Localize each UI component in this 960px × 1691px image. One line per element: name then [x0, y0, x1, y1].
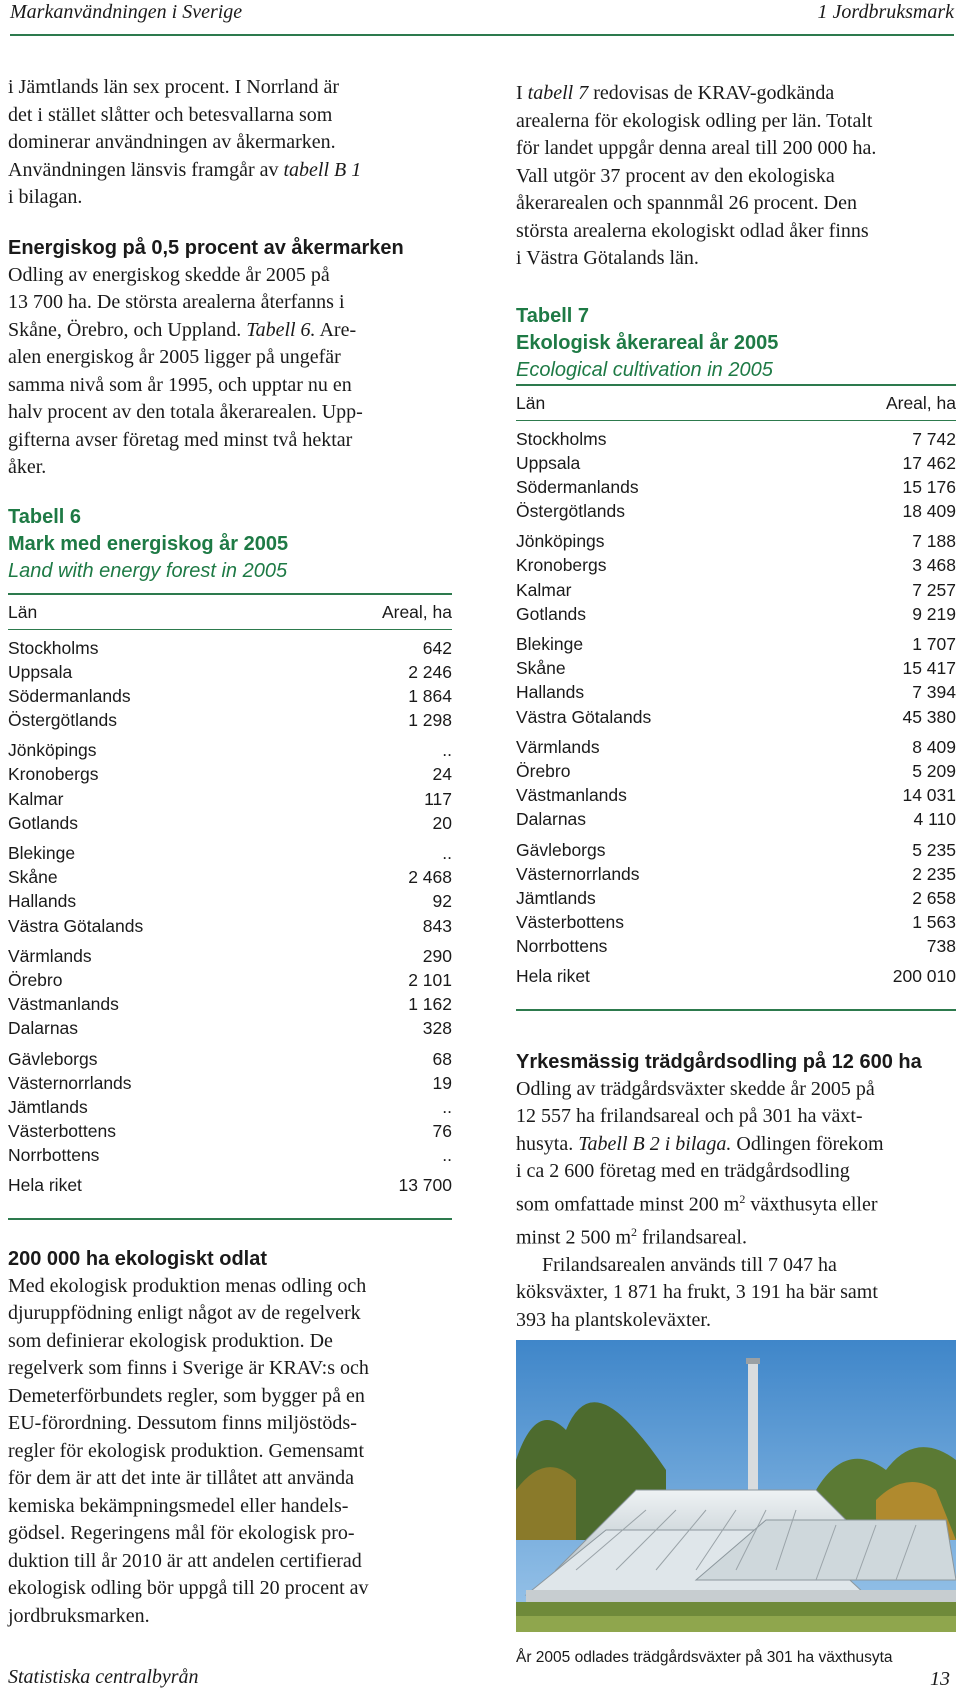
header-rule [10, 34, 954, 36]
table-row [8, 1119, 452, 1143]
table-row [8, 914, 452, 938]
row-area: 18 409 [902, 501, 956, 522]
table6-subtitle: Land with energy forest in 2005 [8, 559, 288, 582]
total-value: 200 010 [892, 966, 956, 987]
row-region: Jämtlands [516, 887, 596, 908]
table-bottom-rule [8, 1218, 452, 1220]
row-region: Västmanlands [516, 785, 627, 806]
table-row [8, 841, 452, 865]
row-region: Stockholms [516, 428, 607, 449]
row-area: 5 235 [912, 839, 956, 860]
row-area: .. [442, 1096, 452, 1117]
row-region: Gotlands [516, 603, 587, 624]
table-row [8, 738, 452, 762]
row-area: 328 [422, 1018, 452, 1039]
table-b1-reference: tabell B 1 [283, 158, 362, 181]
row-region: Kalmar [516, 579, 572, 600]
table-row [8, 636, 452, 660]
table-row [516, 759, 956, 783]
table-row [516, 578, 956, 602]
right-column [516, 80, 956, 1334]
table-row [8, 1047, 452, 1071]
total-label: Hela riket [8, 1175, 82, 1196]
row-region: Västerbottens [8, 1121, 116, 1142]
row-region: Kronobergs [8, 764, 99, 785]
total-label: Hela riket [516, 966, 590, 987]
table-row [8, 968, 452, 992]
table-header-row [516, 386, 956, 420]
row-area: 7 257 [912, 579, 956, 600]
row-region: Hallands [516, 682, 585, 703]
row-region: Kronobergs [516, 555, 607, 576]
table-row [516, 735, 956, 759]
row-area: 1 162 [408, 994, 452, 1015]
row-region: Jämtlands [8, 1096, 88, 1117]
organic-heading: 200 000 ha ekologiskt odlat [8, 1247, 267, 1270]
table6-caption [8, 504, 452, 585]
energy-heading: Energiskog på 0,5 procent av åkermarken [8, 236, 404, 259]
row-region: Dalarnas [516, 809, 587, 830]
energy-paragraph: Odling av energiskog skedde år 2005 på 13 700 ha. De största arealerna återfanns i Skåne, Örebro, och Uppland. Tabell 6. Are- alen energiskog år 2005 ligger på ungefär samma nivå som år 1995, och upptar nu en halv procent av den totala åkerarealen. Upp- gifterna avser företag med minst två hektar åker. [8, 263, 363, 478]
row-region: Östergötlands [8, 710, 117, 731]
table6-reference: Tabell 6. [246, 318, 316, 341]
table-row [8, 1143, 452, 1167]
row-area: 7 742 [912, 428, 956, 449]
table6-title: Mark med energiskog år 2005 [8, 532, 289, 555]
table-row [8, 1095, 452, 1119]
table-row [516, 632, 956, 656]
table-row [8, 944, 452, 968]
row-area: 843 [422, 915, 452, 936]
column-header-area: Areal, ha [885, 392, 956, 413]
row-region: Gävleborgs [516, 839, 606, 860]
row-region: Gävleborgs [8, 1048, 98, 1069]
table-row [516, 553, 956, 577]
table-row [8, 889, 452, 913]
row-region: Skåne [8, 867, 58, 888]
row-area: 76 [432, 1121, 452, 1142]
row-area: 738 [926, 936, 956, 957]
row-area: 642 [422, 637, 452, 658]
table-row [8, 865, 452, 889]
row-region: Norrbottens [8, 1145, 100, 1166]
row-region: Kalmar [8, 788, 64, 809]
table-header-row [8, 595, 452, 629]
table-row [8, 660, 452, 684]
table-row [8, 992, 452, 1016]
row-area: 3 468 [912, 555, 956, 576]
table-row [8, 762, 452, 786]
row-area: 1 563 [912, 912, 956, 933]
row-region: Västra Götalands [8, 915, 144, 936]
table-row [516, 475, 956, 499]
row-area: 8 409 [912, 736, 956, 757]
row-area: 24 [432, 764, 452, 785]
row-region: Västernorrlands [516, 863, 640, 884]
footer-publisher: Statistiska centralbyrån [8, 1666, 199, 1688]
photo-caption: År 2005 odlades trädgårdsväxter på 301 ha växthusyta [516, 1649, 893, 1666]
row-area: 2 246 [408, 661, 452, 682]
ecology-intro-paragraph: I tabell 7 redovisas de KRAV-godkända arealerna för ekologisk odling per län. Totalt för landet uppgår denna areal till 200 000 ha. Vall utgör 37 procent av den ekologiska åkerarealen och spannmål 26 procent. Den största arealerna ekologiskt odlad åker finns i Västra Götalands län. [516, 82, 877, 269]
row-region: Skåne [516, 658, 566, 679]
row-region: Blekinge [8, 843, 76, 863]
row-area: 15 417 [902, 658, 956, 679]
row-region: Norrbottens [516, 936, 608, 957]
table7-subtitle: Ecological cultivation in 2005 [516, 358, 773, 381]
column-header-region: Län [8, 601, 38, 622]
row-region: Jönköpings [516, 531, 605, 552]
column-header-region: Län [516, 392, 546, 413]
table-b2-reference: Tabell B 2 i bilaga. [578, 1132, 732, 1155]
table-row [516, 862, 956, 886]
table7 [516, 384, 956, 1011]
row-region: Västerbottens [516, 912, 624, 933]
row-area: .. [442, 1145, 452, 1166]
table-row [8, 1016, 452, 1040]
row-region: Värmlands [516, 736, 600, 757]
table6 [8, 593, 452, 1220]
row-region: Östergötlands [516, 501, 625, 522]
table-row [516, 910, 956, 934]
row-region: Uppsala [516, 452, 581, 473]
row-region: Västernorrlands [8, 1072, 132, 1093]
table-total-row [516, 964, 956, 988]
row-region: Hallands [8, 891, 77, 912]
row-region: Gotlands [8, 812, 79, 833]
row-area: 92 [432, 891, 452, 912]
row-area: 68 [432, 1048, 452, 1069]
table-row [516, 886, 956, 910]
total-value: 13 700 [398, 1175, 452, 1196]
table-row [516, 451, 956, 475]
row-area: 2 468 [408, 867, 452, 888]
row-area: 1 707 [912, 634, 956, 654]
page-header [10, 0, 954, 32]
row-region: Södermanlands [8, 685, 131, 706]
intro-paragraph: i Jämtlands län sex procent. I Norrland är det i stället slåtter och betesvallarna som dominerar användningen av åkermarken. Användningen länsvis framgår av tabell B 1 i bilagan. [8, 76, 362, 208]
row-area: 19 [432, 1072, 452, 1093]
table-row [516, 934, 956, 958]
row-area: 20 [432, 812, 452, 833]
row-region: Jönköpings [8, 740, 97, 761]
table-row [8, 708, 452, 732]
row-area: 15 176 [902, 476, 956, 497]
row-area: .. [442, 843, 452, 863]
table-row [516, 656, 956, 680]
garden-heading: Yrkesmässig trädgårdsodling på 12 600 ha [516, 1050, 922, 1073]
garden-paragraph-2: Frilandsarealen används till 7 047 ha köksväxter, 1 871 ha frukt, 3 191 ha bär samt 393 ha plantskoleväxter. [516, 1253, 878, 1331]
row-region: Västra Götalands [516, 706, 652, 727]
row-area: 9 219 [912, 603, 956, 624]
row-area: 17 462 [902, 452, 956, 473]
row-area: 5 209 [912, 760, 956, 781]
table-row [8, 684, 452, 708]
table-row [516, 529, 956, 553]
header-chapter-title: 1 Jordbruksmark [817, 1, 954, 23]
row-region: Dalarnas [8, 1018, 79, 1039]
row-area: 7 188 [912, 531, 956, 552]
header-section-title: Markanvändningen i Sverige [10, 1, 243, 23]
row-region: Örebro [8, 969, 63, 990]
table-row [516, 838, 956, 862]
row-region: Värmlands [8, 945, 92, 966]
table-row [8, 787, 452, 811]
row-area: 4 110 [913, 809, 956, 830]
garden-paragraph: Odling av trädgårdsväxter skedde år 2005 på 12 557 ha frilandsareal och på 301 ha växt- husyta. Tabell B 2 i bilaga. Odlingen förekom i ca 2 600 företag med en trädgårdsodling som omfattade minst 200 $m^2$ växthusyta eller minst 2 500 $m^2$ frilandsareal. [516, 1077, 884, 1249]
row-region: Blekinge [516, 634, 584, 654]
page-number: 13 [930, 1668, 950, 1690]
row-area: 2 658 [912, 887, 956, 908]
column-header-area: Areal, ha [381, 601, 452, 622]
organic-paragraph: Med ekologisk produktion menas odling och djuruppfödning enligt något av de regelverk som definierar ekologisk produktion. De regelverk som finns i Sverige är KRAV:s och Demeterförbundets regler, som bygger på en EU-förordning. Dessutom finns miljöstöds- regler för ekologisk produktion. Gemensamt för dem är att det inte är tillåtet att använda kemiska bekämpningsmedel eller handels- gödsel. Regeringens mål för ekologisk pro- duktion till år 2010 är att andelen certifierad ekologisk odling bör uppgå till 20 procent av jordbruksmarken. [8, 1274, 369, 1627]
row-region: Södermanlands [516, 476, 639, 497]
table-row [516, 499, 956, 523]
table-row [516, 680, 956, 704]
table-row [516, 807, 956, 831]
row-area: 117 [424, 788, 452, 809]
row-area: 2 235 [912, 863, 956, 884]
row-area: 14 031 [902, 785, 956, 806]
greenhouse-photo [516, 1340, 956, 1632]
table7-reference: tabell 7 [527, 82, 589, 104]
row-region: Uppsala [8, 661, 73, 682]
table-row [516, 602, 956, 626]
table-row [8, 811, 452, 835]
row-area: 1 864 [408, 685, 452, 706]
table-bottom-rule [516, 1009, 956, 1011]
table7-title: Ekologisk åkerareal år 2005 [516, 331, 779, 354]
row-area: 1 298 [408, 710, 452, 731]
row-area: .. [442, 740, 452, 761]
row-area: 2 101 [408, 969, 452, 990]
row-region: Örebro [516, 760, 571, 781]
table-row [516, 705, 956, 729]
left-column [8, 74, 452, 1630]
table-total-row [8, 1173, 452, 1197]
table7-number: Tabell 7 [516, 304, 589, 327]
row-region: Västmanlands [8, 994, 119, 1015]
row-region: Stockholms [8, 637, 99, 658]
row-area: 7 394 [912, 682, 956, 703]
table7-caption [516, 303, 956, 384]
row-area: 290 [422, 945, 452, 966]
table-row [516, 427, 956, 451]
row-area: 45 380 [902, 706, 956, 727]
table6-number: Tabell 6 [8, 505, 81, 528]
table-row [516, 783, 956, 807]
table-row [8, 1071, 452, 1095]
